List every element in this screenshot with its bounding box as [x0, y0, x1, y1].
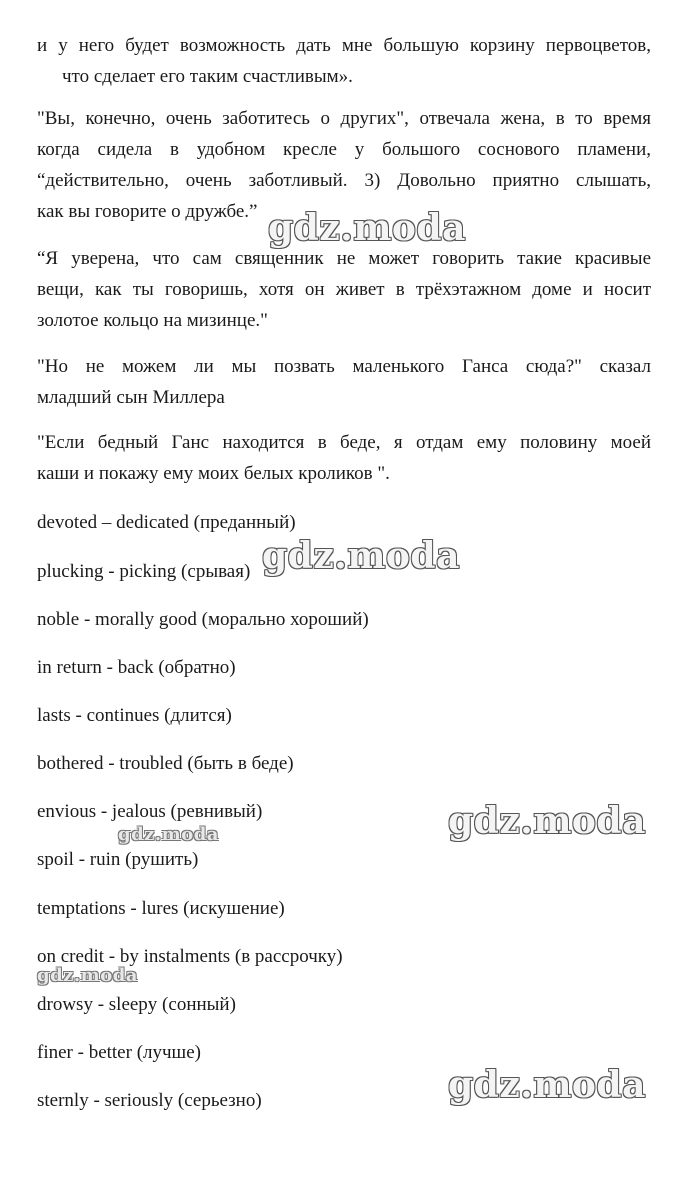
vocab-item: temptations - lures (искушение)	[37, 898, 285, 919]
text-line: вещи, как ты говоришь, хотя он живет в трёхэтажном доме и носит	[37, 279, 651, 300]
watermark-logo: gdz.moda	[268, 207, 466, 249]
vocab-item: plucking - picking (срывая)	[37, 561, 251, 582]
text-line: "Но не можем ли мы позвать маленького Ганса сюда?" сказал	[37, 356, 651, 377]
paragraph-3	[37, 243, 651, 336]
text-line: как вы говорите о дружбе.”	[37, 201, 258, 222]
watermark-logo: gdz.moda	[262, 535, 460, 577]
text-line: "Если бедный Ганс находится в беде, я отдам ему половину моей	[37, 432, 651, 453]
text-line: каши и покажу ему моих белых кроликов ".	[37, 463, 390, 484]
vocab-item: bothered - troubled (быть в беде)	[37, 753, 294, 774]
watermark-logo: gdz.moda	[448, 1064, 646, 1106]
text-line: младший сын Миллера	[37, 387, 225, 408]
vocab-item: envious - jealous (ревнивый)	[37, 801, 263, 822]
paragraph-1	[37, 30, 651, 92]
vocab-item: in return - back (обратно)	[37, 657, 236, 678]
text-line: когда сидела в удобном кресле у большого соснового пламени,	[37, 139, 651, 160]
text-line: золотое кольцо на мизинце."	[37, 310, 268, 331]
text-line: "Вы, конечно, очень заботитесь о других", отвечала жена, в то время	[37, 108, 651, 129]
vocab-item: drowsy - sleepy (сонный)	[37, 994, 236, 1015]
vocab-item: spoil - ruin (рушить)	[37, 849, 199, 870]
text-line: “Я уверена, что сам священник не может говорить такие красивые	[37, 248, 651, 269]
vocab-item: lasts - continues (длится)	[37, 705, 232, 726]
paragraph-4	[37, 351, 651, 413]
watermark-logo: gdz.moda	[118, 824, 219, 845]
vocab-item: sternly - seriously (серьезно)	[37, 1090, 262, 1111]
watermark-logo: gdz.moda	[37, 965, 138, 986]
paragraph-5	[37, 427, 651, 489]
vocab-item: noble - morally good (морально хороший)	[37, 609, 369, 630]
text-line: и у него будет возможность дать мне большую корзину первоцветов,	[37, 35, 651, 56]
vocab-item: finer - better (лучше)	[37, 1042, 201, 1063]
text-line: “действительно, очень заботливый. 3) Довольно приятно слышать,	[37, 170, 651, 191]
text-line: что сделает его таким счастливым».	[62, 66, 353, 87]
vocab-item: on credit - by instalments (в рассрочку)	[37, 946, 343, 967]
watermark-logo: gdz.moda	[448, 800, 646, 842]
paragraph-2	[37, 103, 651, 227]
vocab-item: devoted – dedicated (преданный)	[37, 512, 296, 533]
